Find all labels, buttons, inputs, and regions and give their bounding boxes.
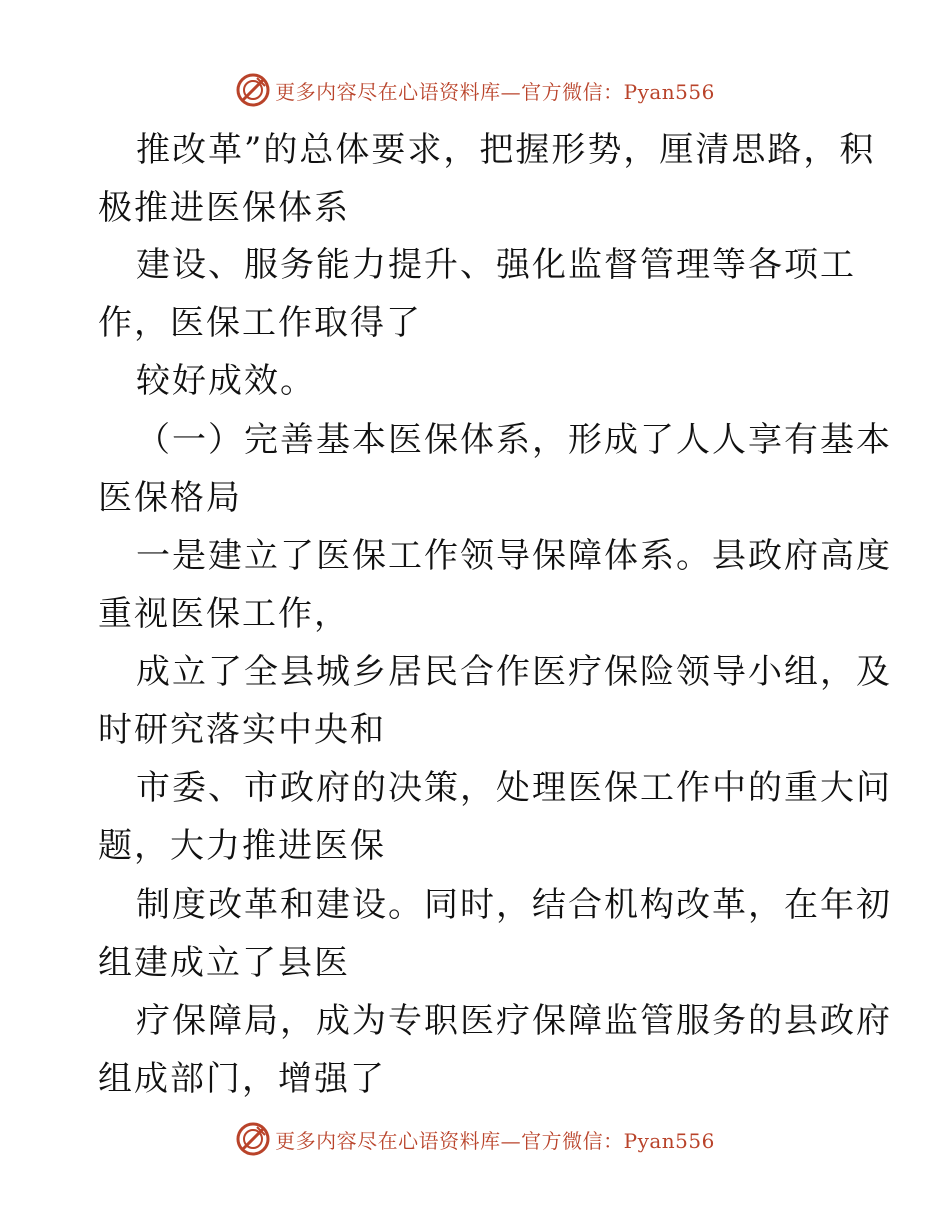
logo-seal-icon xyxy=(235,1121,271,1157)
paragraph-4-line-1: （一）完善基本医保体系，形成了人人享有基本 xyxy=(136,420,892,460)
paragraph-2-line-2: 作，医保工作取得了 xyxy=(98,303,422,343)
paragraph-8-line-1: 制度改革和建设。同时，结合机构改革，在年初 xyxy=(136,885,892,925)
paragraph-7-line-1: 市委、市政府的决策，处理医保工作中的重大问 xyxy=(136,768,892,808)
paragraph-5-line-2: 重视医保工作， xyxy=(98,594,350,634)
paragraph-3-line-1: 较好成效。 xyxy=(136,361,316,401)
watermark-text: 更多内容尽在心语资料库—官方微信：Pyan556 xyxy=(275,1128,715,1153)
paragraph-1-line-1: 推改革”的总体要求，把握形势，厘清思路，积 xyxy=(136,130,876,170)
paragraph-9-line-2: 组成部门，增强了 xyxy=(98,1059,386,1099)
paragraph-7-line-2: 题，大力推进医保 xyxy=(98,826,386,866)
paragraph-4-line-2: 医保格局 xyxy=(98,478,242,518)
paragraph-6-line-1: 成立了全县城乡居民合作医疗保险领导小组，及 xyxy=(136,652,892,692)
paragraph-6-line-2: 时研究落实中央和 xyxy=(98,710,386,750)
paragraph-1-line-2: 极推进医保体系 xyxy=(98,188,350,228)
watermark-text: 更多内容尽在心语资料库—官方微信：Pyan556 xyxy=(275,79,715,104)
footer-watermark xyxy=(0,1119,950,1159)
paragraph-8-line-2: 组建成立了县医 xyxy=(98,943,350,983)
paragraph-9-line-1: 疗保障局，成为专职医疗保障监管服务的县政府 xyxy=(136,1001,892,1041)
paragraph-5-line-1: 一是建立了医保工作领导保障体系。县政府高度 xyxy=(136,536,892,576)
paragraph-2-line-1: 建设、服务能力提升、强化监督管理等各项工 xyxy=(136,245,856,285)
